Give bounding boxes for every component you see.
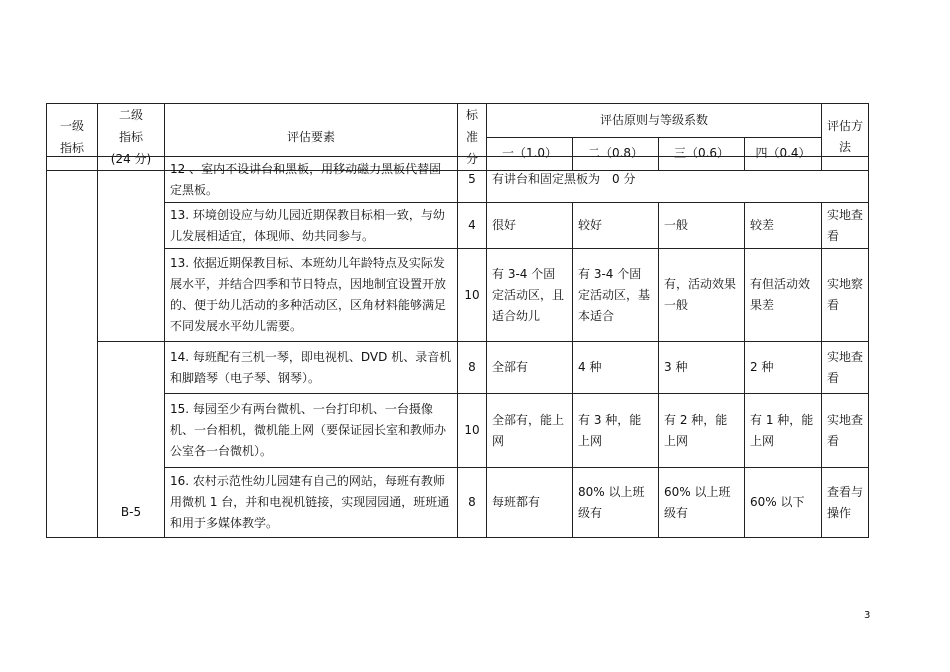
grade4-row-2: 较差 bbox=[745, 203, 822, 249]
grade1-row-4: 全部有 bbox=[487, 342, 573, 394]
grade1-row-3: 有 3-4 个固定活动区，且适合幼儿 bbox=[487, 249, 573, 342]
header-grade-4: 四（0.4） bbox=[745, 137, 822, 171]
score-row-5: 10 bbox=[458, 394, 487, 468]
grade3-row-3: 有，活动效果一般 bbox=[659, 249, 745, 342]
grade1-row-6: 每班都有 bbox=[487, 468, 573, 538]
grade1-row-5: 全部有，能上网 bbox=[487, 394, 573, 468]
grade4-row-3: 有但活动效果差 bbox=[745, 249, 822, 342]
element-row-1: 12 、室内不设讲台和黑板，用移动磁力黑板代替固定黑板。 bbox=[165, 157, 458, 203]
grade2-row-3: 有 3-4 个固定活动区，基本适合 bbox=[573, 249, 659, 342]
grade3-row-6: 60% 以上班级有 bbox=[659, 468, 745, 538]
element-row-6: 16. 农村示范性幼儿园建有自己的网站，每班有教师用微机 1 台，并和电视机链接，实现园园通，班班通和用于多媒体教学。 bbox=[165, 468, 458, 538]
grade3-row-2: 一般 bbox=[659, 203, 745, 249]
grade2-row-2: 较好 bbox=[573, 203, 659, 249]
header-grade-2: 二（0.8） bbox=[573, 137, 659, 171]
merged-criterion-row-1: 有讲台和固定黑板为 0 分 bbox=[487, 157, 869, 203]
page-number: 3 bbox=[864, 610, 871, 621]
method-row-3: 实地察看 bbox=[822, 249, 869, 342]
grade2-row-5: 有 3 种，能上网 bbox=[573, 394, 659, 468]
sub-index-b5: B-5 bbox=[120, 505, 142, 519]
element-row-5: 15. 每园至少有两台微机、一台打印机、一台摄像机、一台相机，微机能上网（要保证园长室和教师办公室各一台微机）。 bbox=[165, 394, 458, 468]
element-row-3: 13. 依据近期保教目标、本班幼儿年龄特点及实际发展水平，并结合四季和节日特点，因地制宜设置开放的、便于幼儿活动的多种活动区，区角材料能够满足不同发展水平幼儿需要。 bbox=[165, 249, 458, 342]
grade2-row-4: 4 种 bbox=[573, 342, 659, 394]
score-row-4: 8 bbox=[458, 342, 487, 394]
header-grade-1: 一（1.0） bbox=[487, 137, 573, 171]
method-row-4: 实地查看 bbox=[822, 342, 869, 394]
header-score: 标 准 分 bbox=[458, 104, 487, 171]
level2-cell-upper bbox=[98, 157, 165, 342]
grade4-row-4: 2 种 bbox=[745, 342, 822, 394]
level1-cell bbox=[47, 157, 98, 538]
header-grade-3: 三（0.6） bbox=[659, 137, 745, 171]
method-row-5: 实地查看 bbox=[822, 394, 869, 468]
element-row-4: 14. 每班配有三机一琴，即电视机、DVD 机、录音机和脚踏琴（电子琴、钢琴）。 bbox=[165, 342, 458, 394]
grade2-row-6: 80% 以上班级有 bbox=[573, 468, 659, 538]
grade1-row-2: 很好 bbox=[487, 203, 573, 249]
method-row-6: 查看与操作 bbox=[822, 468, 869, 538]
header-level1: 一级 指标 bbox=[47, 104, 98, 171]
grade4-row-5: 有 1 种，能上网 bbox=[745, 394, 822, 468]
header-grade-group: 评估原则与等级系数 bbox=[487, 104, 822, 138]
grade4-row-6: 60% 以下 bbox=[745, 468, 822, 538]
score-row-3: 10 bbox=[458, 249, 487, 342]
evaluation-table-body bbox=[46, 156, 869, 538]
level2-cell-b5 bbox=[98, 342, 165, 538]
element-row-2: 13. 环境创设应与幼儿园近期保教目标相一致，与幼儿发展相适宜，体现师、幼共同参与。 bbox=[165, 203, 458, 249]
header-element: 评估要素 bbox=[165, 104, 458, 171]
score-row-2: 4 bbox=[458, 203, 487, 249]
score-row-6: 8 bbox=[458, 468, 487, 538]
grade3-row-5: 有 2 种，能上网 bbox=[659, 394, 745, 468]
header-level2: 二级 指标 (24 分) bbox=[98, 104, 165, 171]
score-row-1: 5 bbox=[458, 157, 487, 203]
method-row-2: 实地查看 bbox=[822, 203, 869, 249]
grade3-row-4: 3 种 bbox=[659, 342, 745, 394]
header-method: 评估方法 bbox=[822, 104, 869, 171]
